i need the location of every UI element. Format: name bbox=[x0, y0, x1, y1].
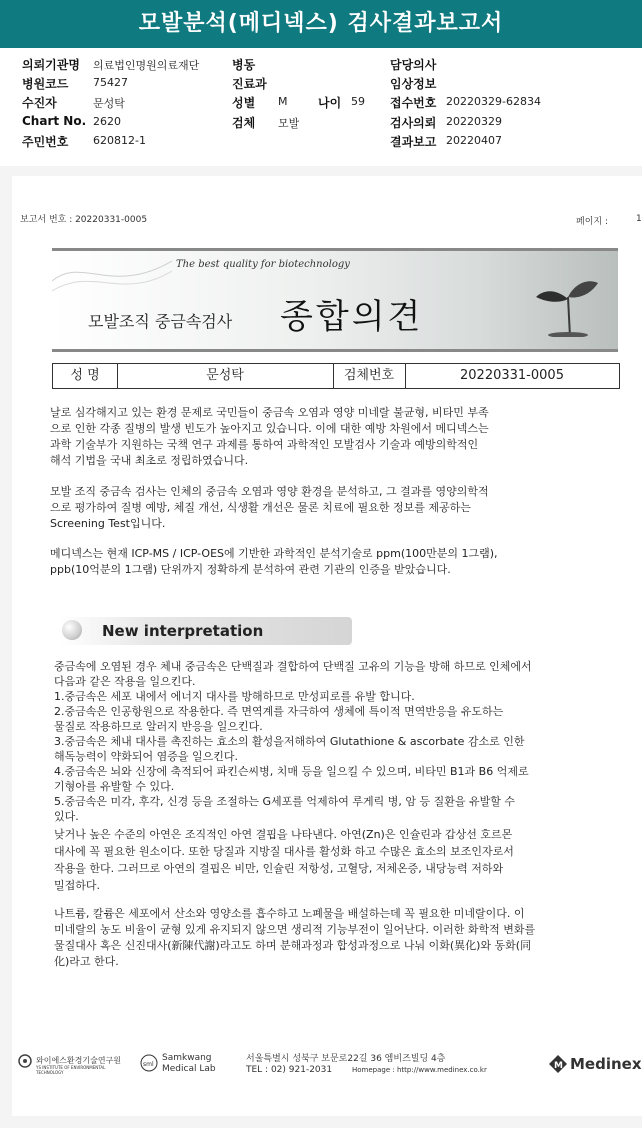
name-value: 문성탁 bbox=[117, 364, 334, 388]
ys-institute-logo: 와이에스환경기술연구원 YS INSTITUTE OF ENVIRONMENTAL TECHNOLOGY bbox=[18, 1052, 128, 1076]
patient-info-header bbox=[0, 48, 642, 167]
page-number: 1 bbox=[636, 214, 642, 224]
svg-text:M: M bbox=[554, 1061, 563, 1071]
list-item: 2.중금속은 인공항원으로 작용한다. 즉 면역계를 자극하여 생체에 특이적 면역반응을 유도하는 bbox=[54, 705, 504, 718]
banner-title: 종합의견 bbox=[280, 297, 424, 337]
receipt-no-value: 20220329-62834 bbox=[446, 95, 541, 108]
list-item: 기형아를 유발할 수 있다. bbox=[54, 780, 175, 793]
tel-text: TEL : 02) 921-2031 bbox=[246, 1065, 333, 1075]
hospital-code-value: 75427 bbox=[93, 76, 128, 89]
address-text: 서울특별시 성북구 보문로22길 36 엠비즈빌딩 4층 bbox=[246, 1054, 446, 1064]
svg-text:sml: sml bbox=[143, 1061, 154, 1068]
age-label: 나이 bbox=[318, 96, 342, 110]
list-item: 3.중금속은 체내 대사를 촉진하는 효소의 활성을저해하여 Glutathione & ascorbate 감소로 인한 bbox=[54, 735, 525, 748]
medinex-logo-icon bbox=[548, 1054, 568, 1074]
intro-paragraph-3: 메디넥스는 현재 ICP-MS / ICP-OES에 기반한 과학적인 분석기술로 ppm(100만분의 1그램), ppb(10억분의 1그램) 단위까지 정확하게 분석하여 관련 기관의 인증을 받았습니다. bbox=[50, 547, 498, 576]
banner-subtitle: 모발조직 중금속검사 bbox=[88, 312, 233, 331]
specimen-type-value: 모발 bbox=[278, 117, 300, 130]
age-value: 59 bbox=[351, 95, 365, 108]
samkwang-logo: sml Samkwang Medical Lab bbox=[140, 1052, 220, 1076]
homepage-link[interactable]: Homepage : http://www.medinex.co.kr bbox=[352, 1066, 487, 1074]
list-item: 다음과 같은 작용을 일으킨다. bbox=[54, 675, 196, 688]
samkwang-logo-icon bbox=[140, 1054, 158, 1072]
page-label: 페이지 : bbox=[576, 217, 608, 227]
ys-logo-icon bbox=[18, 1054, 32, 1068]
report-title: 모발분석(메디넥스) 검사결과보고서 bbox=[0, 0, 642, 48]
list-item: 물질로 작용하므로 알러지 반응을 일으킨다. bbox=[54, 720, 263, 733]
summary-banner bbox=[52, 248, 618, 352]
list-item: 4.중금속은 뇌와 신장에 축적되어 파킨슨씨병, 치매 등을 일으킬 수 있으며, 비타민 B1과 B6 억제로 bbox=[54, 765, 529, 778]
medinex-logo: M Medinex bbox=[548, 1054, 640, 1074]
sphere-icon bbox=[62, 620, 82, 640]
patient-value: 문성탁 bbox=[93, 97, 125, 110]
zinc-paragraph: 낮거나 높은 수준의 아연은 조직적인 아연 결핍을 나타낸다. 아연(Zn)은 인슐린과 갑상선 호르몬 대사에 꼭 필요한 원소이다. 또한 당질과 지방질 대사를 활성화 하고 수많은 효소의 보조인자로서 작용을 한다. 그러므로 아연의 결핍은 비만, 인슐린 저항성, 고혈당, 저체온증, 내당능력 저하와 밀접하다. bbox=[54, 828, 514, 892]
institution-value: 의료법인명원의료재단 bbox=[93, 59, 200, 72]
resident-no-label: 주민번호 bbox=[22, 135, 69, 149]
department-label: 진료과 bbox=[232, 77, 267, 91]
sex-label: 성별 bbox=[232, 96, 256, 110]
intro-paragraph-2: 모발 조직 중금속 검사는 인체의 중금속 오염과 영양 환경을 분석하고, 그 결과를 영양의학적 으로 평가하여 질병 예방, 체질 개선, 식생활 개선은 물론 치료에 필요한 정보를 제공하는 Screening Test입니다. bbox=[50, 485, 489, 530]
chart-no-label: Chart No. bbox=[22, 114, 87, 128]
ward-label: 병동 bbox=[232, 58, 256, 72]
doctor-label: 담당의사 bbox=[390, 58, 437, 72]
institution-label: 의뢰기관명 bbox=[22, 58, 80, 72]
list-item: 5.중금속은 미각, 후각, 신경 등을 조절하는 G세포를 억제하여 루게릭 병, 암 등 질환을 유발할 수 bbox=[54, 795, 515, 808]
swirl-decoration bbox=[52, 251, 172, 301]
sprout-image bbox=[532, 257, 602, 337]
specimen-number-label: 검체번호 bbox=[333, 364, 406, 388]
interpretation-list bbox=[54, 659, 632, 824]
list-item: 1.중금속은 세포 내에서 에너지 대사를 방해하므로 만성피로를 유발 합니다. bbox=[54, 690, 415, 703]
banner-tagline: The best quality for biotechnology bbox=[176, 259, 350, 270]
report-number: 보고서 번호 : 20220331-0005 bbox=[20, 215, 148, 225]
name-label: 성 명 bbox=[53, 364, 118, 388]
report-date-value: 20220407 bbox=[446, 134, 502, 147]
chart-no-value: 2620 bbox=[93, 115, 121, 128]
list-item: 있다. bbox=[54, 810, 79, 823]
mineral-paragraph: 나트륨, 칼륨은 세포에서 산소와 영양소를 흡수하고 노폐물을 배설하는데 꼭 필요한 미네랄이다. 이 미네랄의 농도 비율이 균형 있게 유지되지 않으면 생리적 기능부전이 일어난다. 이러한 화학적 변화를 물질대사 혹은 신진대사(新陳代謝)라고도 하며 분해과정과 합성과정으로 나눠 이화(異化)와 동화(同 化)라고 한다. bbox=[54, 907, 536, 968]
list-item: 해독능력이 약화되어 염증을 일으킨다. bbox=[54, 750, 239, 763]
request-date-value: 20220329 bbox=[446, 115, 502, 128]
hospital-code-label: 병원코드 bbox=[22, 77, 69, 91]
resident-no-value: 620812-1 bbox=[93, 134, 146, 147]
intro-paragraph-1: 날로 심각해지고 있는 환경 문제로 국민들이 중금속 오염과 영양 미네랄 불균형, 비타민 부족 으로 인한 각종 질병의 발생 빈도가 높아지고 있습니다. 이에 대한 예방 차원에서 메디넥스는 과학 기술부가 지원하는 국책 연구 과제를 통하여 과학적인 모발검사 기술과 예방의학적인 해석 기법을 국내 최초로 정립하였습니다. bbox=[50, 406, 489, 467]
specimen-type-label: 검체 bbox=[232, 116, 256, 130]
report-date-label: 결과보고 bbox=[390, 135, 437, 149]
section-title: New interpretation bbox=[102, 622, 264, 640]
list-item: 중금속에 오염된 경우 체내 중금속은 단백질과 결합하여 단백질 고유의 기능을 방해 하므로 인체에서 bbox=[54, 660, 532, 673]
request-date-label: 검사의뢰 bbox=[390, 116, 437, 130]
specimen-number-value: 20220331-0005 bbox=[460, 368, 564, 383]
clinical-info-label: 임상정보 bbox=[390, 77, 437, 91]
receipt-no-label: 접수번호 bbox=[390, 96, 437, 110]
patient-name-table bbox=[52, 363, 620, 389]
patient-label: 수진자 bbox=[22, 96, 57, 110]
sex-value: M bbox=[278, 95, 288, 108]
